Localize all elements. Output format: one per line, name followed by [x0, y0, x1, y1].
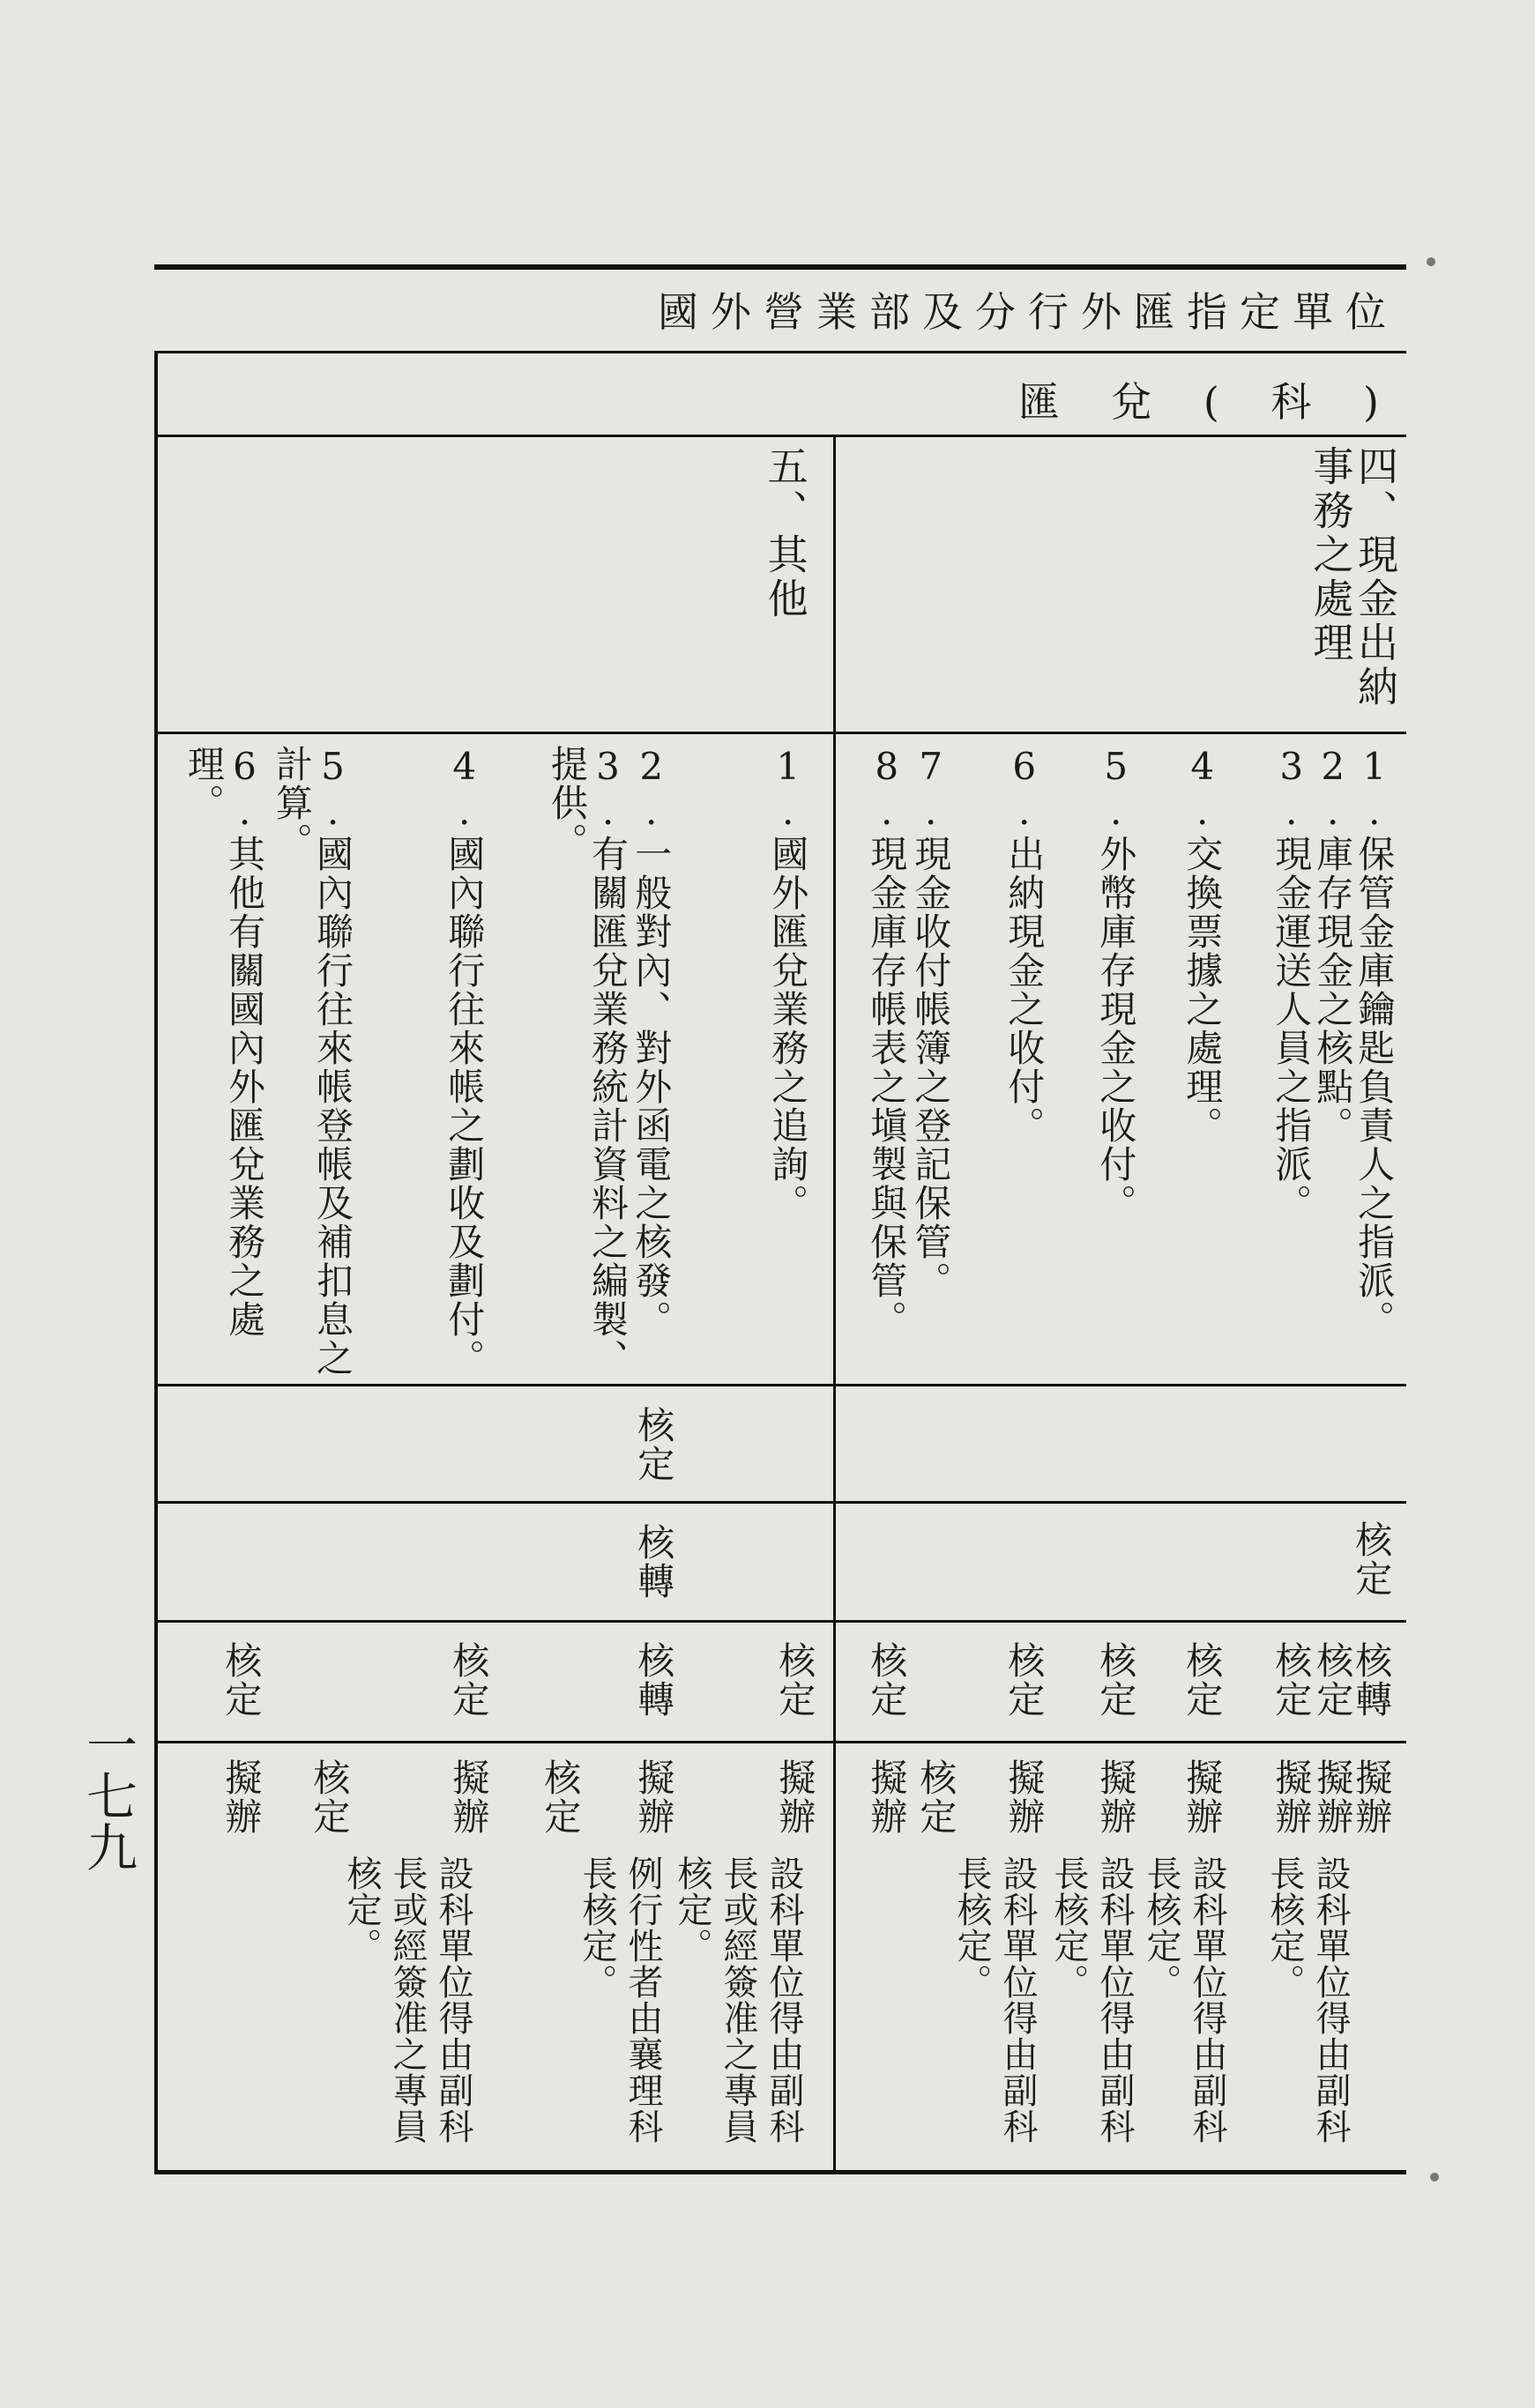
binding-dot: [1427, 257, 1435, 266]
top-rule: [154, 264, 1406, 270]
col4-4-7: 核定: [914, 1758, 958, 1836]
page-title: 國外營業部及分行外匯指定單位: [658, 288, 1398, 336]
col3-4-6: 核定: [1002, 1641, 1047, 1719]
col3-5-2: 核轉: [632, 1641, 676, 1719]
item-4-4: 4.交換票據之處理。: [1181, 745, 1225, 1145]
col3-4-4: 核定: [1181, 1641, 1225, 1719]
col1-5-2: 核定: [632, 1406, 676, 1483]
col4-4-6: 擬辦: [1002, 1758, 1047, 1836]
item-5-4: 4.國內聯行往來帳之劃收及劃付。: [443, 745, 487, 1378]
item-4-6: 6.出納現金之收付。: [1002, 745, 1047, 1145]
col3-4-5: 核定: [1094, 1641, 1138, 1719]
col3-rule: [154, 1620, 1406, 1623]
col2-5-2: 核轉: [632, 1523, 676, 1601]
item-4-7: 7.現金收付帳簿之登記保管。: [909, 745, 953, 1300]
note-5-2: 例行性者由襄理科長核定。: [577, 1855, 663, 2144]
col4-5-1: 擬辦: [773, 1758, 817, 1836]
note-4-6: 設科單位得由副科長核定。: [951, 1855, 1038, 2144]
note-4-4: 設科單位得由副科長核定。: [1141, 1855, 1227, 2144]
item-4-1: 1.保管金庫鑰匙負責人之指派。: [1352, 745, 1397, 1339]
item-4-3: 3.現金運送人員之指派。: [1270, 745, 1314, 1223]
section-header: 匯 兌 ( 科 ): [1018, 378, 1398, 426]
col3-4-1: 核轉: [1350, 1641, 1394, 1719]
col4-rule: [154, 1741, 1406, 1743]
category-4: 四、現金出納事務之處理: [1307, 445, 1399, 710]
col3-4-2: 核定: [1311, 1641, 1355, 1719]
col3-5-1: 核定: [773, 1641, 817, 1719]
col4-5-2: 擬辦: [632, 1758, 676, 1836]
col4-4-4: 擬辦: [1181, 1758, 1225, 1836]
note-4-5: 設科單位得由副科長核定。: [1048, 1855, 1135, 2144]
item-5-3: 3.有關匯兌業務統計資料之編製、提供。: [545, 745, 630, 1378]
col4-5-3: 核定: [539, 1758, 583, 1836]
col3-4-8: 核定: [865, 1641, 909, 1719]
bottom-rule: [154, 2170, 1406, 2174]
col4-4-1: 擬辦: [1350, 1758, 1394, 1836]
note-4-1: 設科單位得由副科長核定。: [1264, 1855, 1351, 2144]
note-5-1: 設科單位得由副科長或經簽准之專員核定。: [672, 1855, 804, 2144]
col2-rule: [154, 1501, 1406, 1504]
category-5: 五、其他: [761, 445, 809, 621]
binding-dot: [1430, 2173, 1439, 2181]
col4-4-8: 擬辦: [865, 1758, 909, 1836]
note-5-4: 設科單位得由副科長或經簽准之專員核定。: [341, 1855, 473, 2144]
col3-5-4: 核定: [447, 1641, 491, 1719]
item-4-5: 5.外幣庫存現金之收付。: [1094, 745, 1138, 1223]
col4-5-4: 擬辦: [447, 1758, 491, 1836]
title-rule: [154, 351, 1406, 353]
section-rule: [154, 435, 1406, 437]
col3-4-3: 核定: [1270, 1641, 1314, 1719]
left-border: [154, 351, 158, 2174]
item-4-2: 2.庫存現金之核點。: [1311, 745, 1355, 1145]
category-divider: [833, 436, 836, 2173]
category-rule: [154, 732, 1406, 734]
col4-4-5: 擬辦: [1094, 1758, 1138, 1836]
col4-4-2: 擬辦: [1311, 1758, 1355, 1836]
item-5-1: 1.國外匯兌業務之追詢。: [766, 745, 810, 1223]
col2-4-1: 核定: [1350, 1520, 1394, 1598]
col3-5-6: 核定: [220, 1641, 264, 1719]
col4-5-6: 擬辦: [220, 1758, 264, 1836]
page-number: 一七九: [78, 1719, 138, 1872]
item-5-2: 2.一般對內、對外函電之核發。: [630, 745, 674, 1339]
col4-5-5: 核定: [308, 1758, 352, 1836]
item-5-5: 5.國內聯行往來帳登帳及補扣息之計算。: [270, 745, 354, 1378]
item-5-6: 6.其他有關國內外匯兌業務之處理。: [182, 745, 266, 1339]
col1-rule: [154, 1384, 1406, 1386]
item-4-8: 8.現金庫存帳表之塡製與保管。: [865, 745, 909, 1339]
col4-4-3: 擬辦: [1270, 1758, 1314, 1836]
